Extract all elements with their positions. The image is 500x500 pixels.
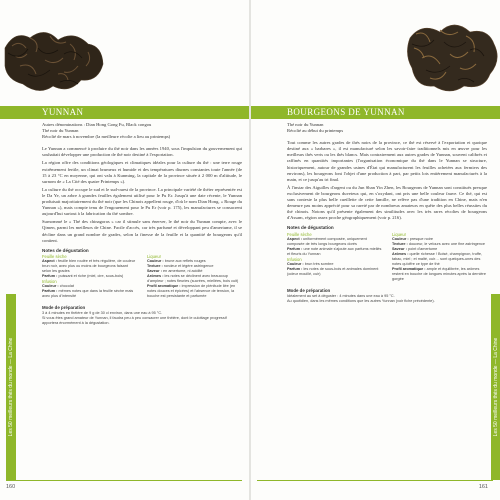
heading-bar — [251, 106, 500, 119]
body-text — [42, 146, 242, 243]
side-tab — [6, 294, 16, 480]
meta-line: Récolté de mars à novembre (la meilleure récolte a lieu au printemps) — [42, 134, 171, 140]
tasting-notes-title: Notes de dégustation — [42, 247, 89, 253]
paragraph: La région offre des conditions géologiques et climatiques idéales pour la culture du thé : une terre rouge extrêmement fertile, un climat brumeux et humide et des températures diurnes constantes toute l'année (de 15 à 23 °C en moyenne, qui ont valu à Kunming, la capitale de la province située à 2 000 m d'altitude, le surnom de « La Cité des quatre Printemps »). — [42, 160, 242, 184]
prep-line: 3 à 4 minutes en théière de 9 g de 30 cl environ, dans une eau à 95 °C. — [42, 310, 163, 315]
prep-line: Idéalement au set à déguster : 4 minutes dans une eau à 95 °C. — [287, 293, 395, 298]
notes-column-right — [147, 254, 242, 299]
note-line: Aspect : uniformément composée, uniquement composée de très longs bourgeons dorés — [287, 236, 367, 246]
prep-line: Si vous êtes grand amateur de Yunnan, il faudra peu à peu consacrer une théière, dont le culottage progressif apportera énormément à la dégustation. — [42, 315, 227, 325]
meta-line: Thé noir du Yunnan — [42, 128, 79, 134]
preparation-title: Mode de préparation — [287, 287, 331, 293]
black-tea-leaves-photo — [0, 8, 105, 100]
right-page — [251, 0, 500, 500]
paragraph: La culture du thé occupe le sud et le sud-ouest de la province. La principale variété de théier représentée est le Da Ye, un arbre à grandes feuilles également utilisé pour le Pu Er. Jusqu'à une date récente, le Yunnan produisait majoritairement du thé noir (que les Chinois appellent rouge, d'où le nom Dian Hong, « Rouge du Yunnan »), mais compte tenu de l'engouement pour le Pu Er (voir p. 175), les manufactures se consacrent aujourd'hui surtout à la fabrication du thé sombre. — [42, 186, 242, 217]
footer-rule — [6, 480, 242, 481]
note-line: Couleur : brune aux reflets rouges — [147, 258, 206, 263]
tasting-notes — [42, 254, 242, 299]
tea-heading: BOURGEONS DE YUNNAN — [287, 107, 405, 117]
page-number: 160 — [6, 484, 16, 490]
paragraph: Le Yunnan a commencé à produire du thé noir dans les années 1940, sous l'impulsion du gouvernement qui souhaitait développer une production de thé noir destiné à l'exportation. — [42, 146, 242, 158]
note-line: Parfum : les notes de sous-bois et animales dominent (odeur mouillé, cuir) — [287, 266, 379, 276]
note-line: Arômes : les notes se déclinent avec beaucoup d'ampleur ; notes fleuries (sucrées, miellées, bois cuit) — [147, 273, 239, 283]
note-line: Aspect : feuille bien roulée et très régulière, de couleur brun noir, avec plus ou moins de bourgeons faisant selon les grades — [42, 258, 136, 273]
heading-bar — [0, 106, 249, 119]
tea-meta — [287, 122, 487, 134]
right-content — [287, 122, 487, 304]
note-line: Profil aromatique : impression de plénitude liée (en notes douces et épicées) et l'absence de tension, la bouche est persistante et parfumée — [147, 283, 236, 298]
note-line: Profil aromatique : ample et équilibrée, les arômes restent en bouche de longues minutes après la dernière gorgée — [392, 266, 486, 281]
notes-subheading: Liqueur — [147, 253, 161, 259]
notes-subheading: Feuille sèche — [42, 253, 67, 259]
golden-tea-buds-photo — [400, 8, 500, 100]
notes-subheading: Feuille sèche — [287, 231, 312, 237]
paragraph: À l'instar des Aiguilles d'argent ou du Jun Shan Yin Zhen, les Bourgeons de Yunnan sont constitués presque exclusivement de bourgeons duveteux qui, en s'oxydant, ont pris une belle couleur fauve. Ce thé, qui est sans conteste la plus belle cueillette de cette famille, ne relève pas d'une tradition en Chine, mais n'en demeure pas moins apprécié pour sa rareté par de nombreux amateurs en quête des plus belles réussites du thé chinois. Notons qu'il présente également des similitudes avec les très rares récoltes de bourgeons d'Assam, région assez proche géographiquement (voir p. 216). — [287, 184, 487, 221]
page-number: 161 — [478, 484, 488, 490]
prep-line: Au quotidien, dans les mêmes conditions que les autres Yunnan (voir fiche précédente). — [287, 298, 435, 303]
notes-column-left — [287, 232, 382, 282]
meta-line: Autres dénominations : Dian Hong Gong Fu, Black congou — [42, 122, 152, 127]
side-tab — [491, 294, 500, 480]
notes-column-left — [42, 254, 137, 299]
preparation-text — [42, 311, 242, 326]
note-line: Saveur : point d'amertume — [392, 246, 438, 251]
preparation-text — [287, 294, 487, 304]
meta-line: Thé noir du Yunnan — [287, 122, 324, 127]
paragraph: Surnommé le « Thé des chinagoras » car il stimule sans énerver, le thé noir du Yunnan compte, avec le Qimen, parmi les meilleurs de Chine. Facile d'accès, car très parfumé et développant peu d'amertume, il se décline dans un grand nombre de grades, selon la finesse de la feuille et la quantité de bourgeons qu'il contient. — [42, 219, 242, 243]
note-line: Parfum : puissant et riche (miel, cire, sous-bois) — [42, 273, 124, 278]
tasting-notes-title: Notes de dégustation — [287, 225, 334, 231]
notes-subheading: Liqueur — [392, 231, 406, 237]
note-line: Parfum : une note animale s'ajoute aux parfums miellés et fleuris du Yunnan — [287, 246, 382, 256]
notes-column-right — [392, 232, 487, 282]
note-line: Saveur : en amertume, ni acidité — [147, 268, 203, 273]
note-line: Parfum : mêmes notes que dans la feuille sèche mais avec plus d'intensité — [42, 288, 134, 298]
note-line: Couleur : brun très sombre — [287, 261, 334, 266]
note-line: Texture : douceur, le velours avec une fine astringence — [392, 241, 486, 246]
body-text — [287, 140, 487, 221]
notes-subheading: Infusion — [287, 256, 302, 262]
note-line: Couleur : chocolat — [42, 283, 74, 288]
notes-subheading: Infusion — [42, 278, 57, 284]
tea-heading: YUNNAN — [42, 107, 84, 117]
preparation-title: Mode de préparation — [42, 304, 86, 310]
tasting-notes — [287, 232, 487, 282]
tea-meta — [42, 122, 242, 140]
note-line: Texture : rondeur et légère astringence — [147, 263, 214, 268]
note-line: Couleur : presque noire — [392, 236, 433, 241]
left-page — [0, 0, 249, 500]
meta-line: Récolté au début du printemps — [287, 128, 344, 134]
side-tab-label: Les 50 meilleurs thés du monde — La Chine — [493, 337, 499, 437]
side-tab-label: Les 50 meilleurs thés du monde — La Chine — [8, 337, 14, 437]
footer-rule — [257, 480, 493, 481]
note-line: Arômes : quelle richesse ! Boisé, champignon, truffe, tabac, miel ; et malté, cuir… sont quelques-unes des notes qu'offre ce type de thé — [392, 251, 483, 266]
paragraph: Tout comme les autres grades de thés noirs de la province, ce thé est réservé à l'exportation et quoique destiné aux « barbares », il est manufacturé selon les savoir-faire traditionnels mis en œuvre pour les meilleurs thés verts ou les thés blancs. Mais contrairement aux autres grades de Yunnan, souvent calibrés et raffinés en quantités importantes (l'organisation économique du thé dans le Yunnan se structure, historiquement, autour de grandes usines d'État qui manufacturent les feuilles achetées aux fermiers des environs), les bourgeons font l'objet d'une production à part, par petits lots entièrement manufacturés à la main, et ce jusqu'au tri final. — [287, 140, 487, 182]
left-content — [42, 122, 242, 326]
